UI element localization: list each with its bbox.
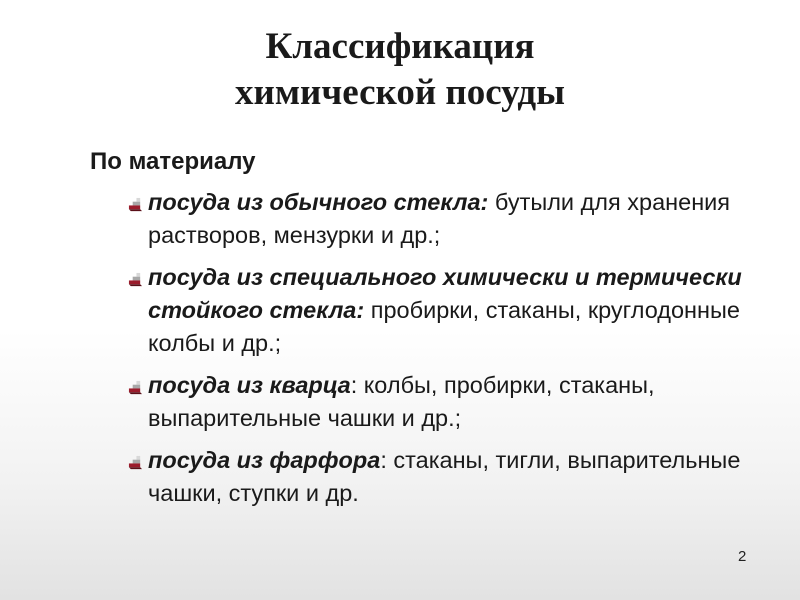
slide-title xyxy=(0,24,800,116)
list-item-text: пробирки, стаканы, круглодонные колбы и др.; xyxy=(148,297,740,356)
list-item xyxy=(128,369,748,435)
list-item-text: бутыли для хранения растворов, мензурки и др.; xyxy=(148,189,731,248)
list-item-text: : стаканы, тигли, выпарительные чашки, ступки и др. xyxy=(148,447,741,506)
section-heading: По материалу xyxy=(90,148,256,175)
list-item xyxy=(128,444,748,510)
list-item-bold-text: посуда из фарфора xyxy=(148,447,381,473)
3d-stairs-bullet-icon xyxy=(128,272,143,287)
3d-stairs-bullet-icon xyxy=(128,197,143,212)
list-item xyxy=(128,186,748,252)
slide-title-line-1: Классификация xyxy=(265,26,535,67)
list-item-bold-text: посуда из обычного стекла: xyxy=(148,189,489,215)
list-item-bold-text: посуда из кварца xyxy=(148,372,351,398)
slide-title-line-2: химической посуды xyxy=(235,72,565,113)
page-number: 2 xyxy=(738,548,747,565)
3d-stairs-bullet-icon xyxy=(128,380,143,395)
list-item-text: : колбы, пробирки, стаканы, выпарительные чашки и др.; xyxy=(148,372,655,431)
list-item xyxy=(128,261,748,360)
3d-stairs-bullet-icon xyxy=(128,455,143,470)
list-item-bold-text: посуда из специального химически и термически стойкого стекла: xyxy=(148,264,742,323)
bullet-list xyxy=(128,186,748,519)
